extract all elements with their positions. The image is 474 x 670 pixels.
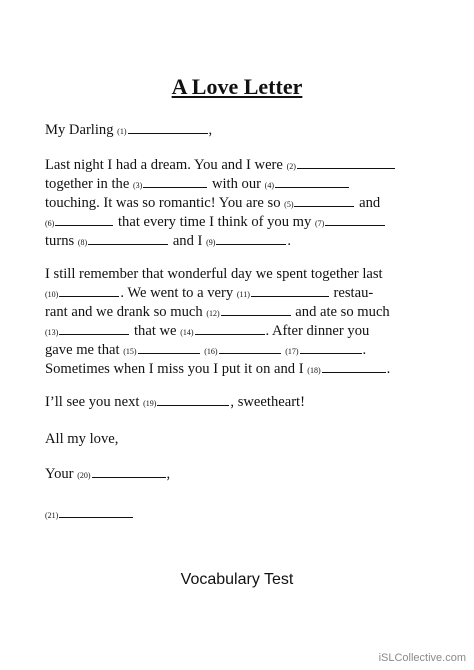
- answer-blank[interactable]: [59, 324, 129, 335]
- letter-text: gave me that: [45, 342, 120, 358]
- letter-text: Your: [45, 466, 74, 482]
- punctuation: .: [386, 361, 391, 377]
- letter-text: and: [359, 195, 381, 211]
- paragraph-1-line-3: [45, 194, 380, 214]
- signature-line: [45, 465, 170, 485]
- letter-text: , sweetheart!: [230, 394, 305, 410]
- watermark: iSLCollective.com: [378, 652, 466, 664]
- salutation-line: [45, 121, 212, 141]
- blank-number: (18): [307, 366, 321, 375]
- answer-blank[interactable]: [92, 467, 166, 478]
- blank-number: (12): [206, 309, 220, 318]
- answer-blank[interactable]: [128, 123, 208, 134]
- answer-blank[interactable]: [251, 286, 329, 297]
- answer-blank[interactable]: [275, 177, 349, 188]
- letter-text: I still remember that wonderful day we spent together last: [45, 266, 383, 282]
- paragraph-1-line-4: [45, 213, 386, 233]
- punctuation: ,: [166, 466, 171, 482]
- letter-text: . We went to a very: [120, 285, 234, 301]
- letter-text: I’ll see you next: [45, 394, 140, 410]
- paragraph-2-line-1: [45, 265, 383, 283]
- paragraph-1-line-2: [45, 175, 350, 195]
- blank-number: (3): [132, 181, 143, 190]
- salutation-text: My Darling: [45, 122, 114, 138]
- letter-text: with our: [211, 176, 261, 192]
- closing-line: All my love,: [45, 431, 119, 447]
- letter-text: and ate so much: [295, 304, 390, 320]
- blank-number: (6): [45, 219, 55, 228]
- blank-number: (9): [206, 238, 216, 247]
- punctuation: .: [287, 233, 292, 249]
- blank-number: (5): [284, 200, 294, 209]
- answer-blank[interactable]: [138, 343, 200, 354]
- letter-text: together in the: [45, 176, 130, 192]
- punctuation: .: [362, 342, 367, 358]
- paragraph-1-line-5: [45, 232, 291, 252]
- answer-blank[interactable]: [195, 324, 265, 335]
- letter-text: . After dinner you: [265, 323, 370, 339]
- answer-blank[interactable]: [219, 343, 281, 354]
- blank-number: (13): [45, 328, 59, 337]
- paragraph-2-line-6: [45, 360, 390, 380]
- blank-number: (1): [117, 127, 127, 136]
- letter-text: that we: [133, 323, 177, 339]
- answer-blank[interactable]: [143, 177, 207, 188]
- answer-blank[interactable]: [322, 362, 386, 373]
- blank-number: (14): [180, 328, 194, 337]
- paragraph-2-line-5: [45, 341, 366, 361]
- letter-text: Sometimes when I miss you I put it on and I: [45, 361, 304, 377]
- blank-number: (19): [143, 399, 157, 408]
- answer-blank[interactable]: [221, 305, 291, 316]
- paragraph-1-line-1: [45, 156, 396, 176]
- blank-number: (2): [286, 162, 296, 171]
- letter-text: that every time I think of you my: [117, 214, 312, 230]
- answer-blank[interactable]: [300, 343, 362, 354]
- name-line: [45, 505, 134, 525]
- blank-number: (21): [45, 511, 59, 520]
- answer-blank[interactable]: [325, 215, 385, 226]
- letter-text: and I: [172, 233, 203, 249]
- paragraph-2-line-2: [45, 284, 373, 304]
- blank-number: (15): [123, 347, 137, 356]
- letter-text: Last night I had a dream. You and I were: [45, 157, 283, 173]
- answer-blank[interactable]: [294, 196, 354, 207]
- answer-blank[interactable]: [88, 234, 168, 245]
- blank-number: (8): [77, 238, 88, 247]
- letter-text: turns: [45, 233, 75, 249]
- page-title: A Love Letter: [171, 74, 303, 99]
- letter-text: restau-: [333, 285, 374, 301]
- paragraph-3: [45, 393, 305, 413]
- letter-text: rant and we drank so much: [45, 304, 203, 320]
- answer-blank[interactable]: [216, 234, 286, 245]
- blank-number: (20): [77, 471, 91, 480]
- letter-text: touching. It was so romantic! You are so: [45, 195, 281, 211]
- answer-blank[interactable]: [297, 158, 395, 169]
- paragraph-2-line-3: [45, 303, 390, 323]
- blank-number: (17): [285, 347, 299, 356]
- answer-blank[interactable]: [59, 286, 119, 297]
- blank-number: (10): [45, 290, 59, 299]
- answer-blank[interactable]: [59, 507, 133, 518]
- blank-number: (11): [236, 290, 250, 299]
- punctuation: ,: [208, 122, 213, 138]
- blank-number: (4): [264, 181, 274, 190]
- answer-blank[interactable]: [55, 215, 113, 226]
- paragraph-2-line-4: [45, 322, 369, 342]
- footer-label: Vocabulary Test: [180, 571, 294, 588]
- answer-blank[interactable]: [157, 395, 229, 406]
- blank-number: (7): [314, 219, 325, 228]
- blank-number: (16): [204, 347, 218, 356]
